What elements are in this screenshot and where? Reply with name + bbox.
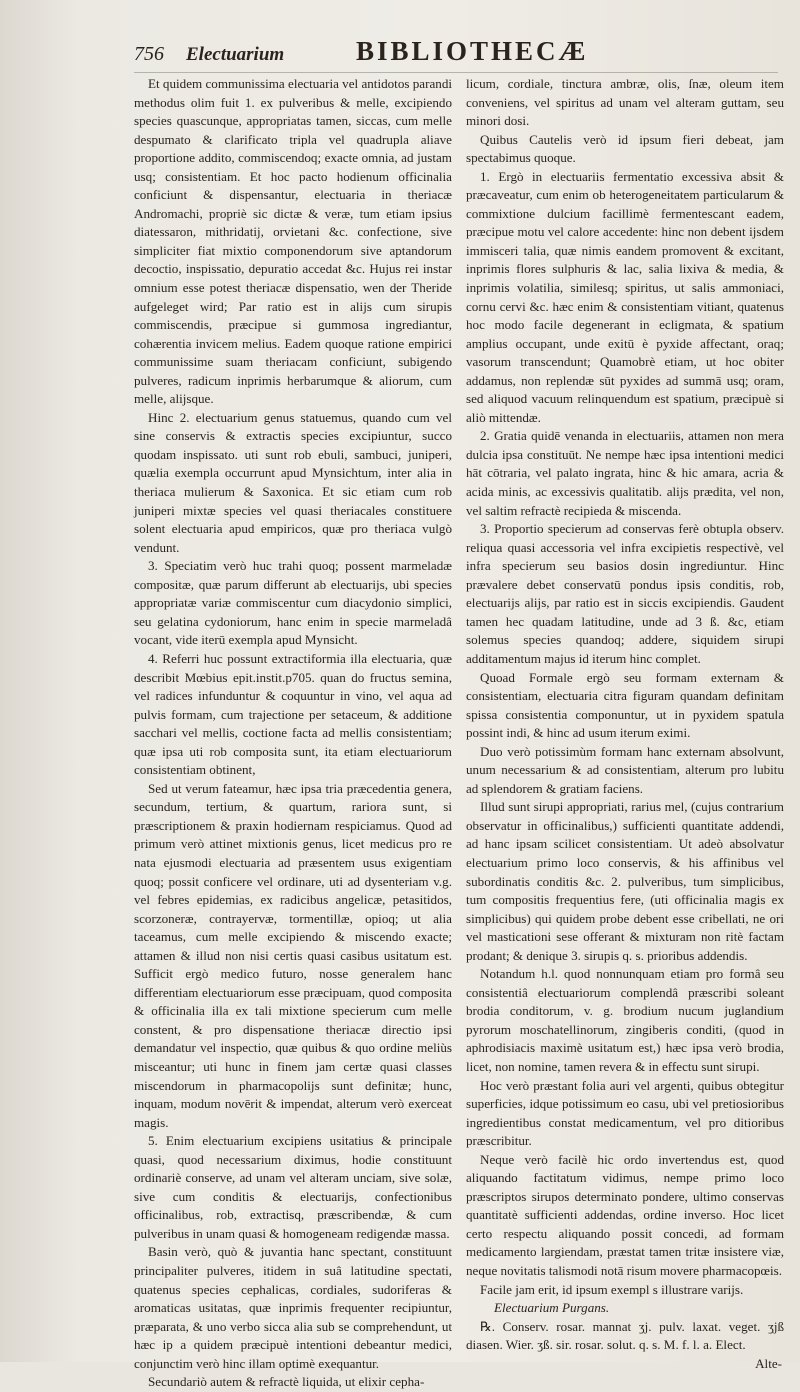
paragraph: Hinc 2. electuarium genus statuemus, quando cum vel sine conservis & extractis species excipiuntur, succo quodam inspissato. uti sunt rob ebuli, sambuci, juniperi, quælia exempla occurrunt apud Mynsichtum, inter alia in theriaca mulierum & Saxonica. Et sic etiam cum rob juniperi mixtæ species vel quasi theriacales constituere solent electuaria apud empiricos, quæ pro theriaca vulgò vendunt. <box>134 409 452 555</box>
paragraph: 3. Speciatim verò huc trahi quoq; possent marmeladæ compositæ, quæ parum differunt ab electuarijs, ubi species appropriatæ variæ commiscentur cum diacydonio simplici, seu gelatina cydoniorum, hanc enim in specie marmeladâ vocant, vide iterū exempla apud Mynsicht. <box>134 558 452 648</box>
paragraph: Hoc verò præstant folia auri vel argenti, quibus obtegitur superficies, idque potissimum eo casu, ubi vel pretiosioribus ingredientibus constat medicamentum, vel pro ditioribus præscribitur. <box>466 1077 784 1149</box>
paragraph: Notandum h.l. quod nonnunquam etiam pro formâ seu consistentiâ electuariorum complendâ præscribi soleant brodia conditorum, v. g. brodium nucum juglandium pyrorum moschatellinorum, zingiberis conditi, (quod in aphrodisiacis maximè usitatum est,) hæc ipsa verò brodia, licet, non nomine, tamen revera & in effectu sunt sirupi. <box>466 966 784 1074</box>
running-title: Electuarium <box>186 44 285 65</box>
paragraph: Duo verò potissimùm formam hanc externam absolvunt, unum necessarium & ad consistentiam, alterum pro lubitu ad splendorem & gratiam faciens. <box>466 743 784 796</box>
paragraph: 1. Ergò in electuariis fermentatio excessiva absit & præcaveatur, cum enim ob heterogeneitatem particularum & commixtione dulcium facillimè fermentescant eadem, præcipue motu vel calore accedente: hinc non debent ijsdem immisceri talia, quæ nimis eandem promovent & excitant, inprimis flores sulphuris & lac, salia lixiva & media, & inprimis volatilia, similesq; spiritus, ut salis ammoniaci, cornu cervi &c. hæc enim & consistentiam vitiant, quatenus hoc modo facile degenerant in ecligmata, & spatium amplius occupant, unde exitū è pyxide affectant, oraq; vasorum transcendunt; Quamobrè etiam, ut hoc obiter addamus, non replendæ sūt pyxides ad summā usq; oram, sed aliquod vacuum relinquendum est spatium, præcipuè si aliò mittendæ. <box>466 168 784 425</box>
paragraph: 4. Referri huc possunt extractiformia illa electuaria, quæ describit Mœbius epit.instit.p705. quan do fructus semina, vel radices infunduntur & coquuntur in vino, vel aqua ad pulvis formam, cum trajectione per setaceum, & additione sacchari vel mellis, coctione facta ad mellis consistentiam; quæ ipsa uti rob composita sunt, ita etiam electuariorum consistentiam obtinent, <box>134 650 452 778</box>
paragraph: Facile jam erit, id ipsum exempl s illustrare varijs. <box>480 1281 744 1297</box>
paragraph: Illud sunt sirupi appropriati, rarius mel, (cujus contrarium observatur in officinalibus,) sufficienti quantitate addendi, ad hanc ipsam scilicet consistentiam. Ut adeò absolvatur electuarium primo loco conservis, & his affinibus vel subordinatis conditis &c. 2. pulveribus, tum simplicibus, tum compositis frequentius fere, (uti officinalia magis ex simplicibus) qui quidem probe debent esse cribellati, ne ori vel masticationi sese offerant & mixturam non ritè factam prodant; & denique 3. sirupis q. s. prioribus addendis. <box>466 799 784 963</box>
right-column <box>466 75 784 1392</box>
paragraph: Secundariò autem & refractè liquida, ut elixir cepha- <box>148 1374 425 1390</box>
page-header <box>134 36 778 73</box>
paragraph: Quibus Cautelis verò id ipsum fieri debeat, jam spectabimus quoque. <box>466 131 784 166</box>
paragraph: 2. Gratia quidē venanda in electuariis, attamen non mera dulcia ipsa constituūt. Ne nempe hæc ipsa intentioni medici hāt cōtraria, vel palato ingrata, hinc & hic amara, acria & acida minis, ac excessivis qualitatib. alijs prædita, vel non, vel saltim refractè recipieda & miscenda. <box>466 428 784 518</box>
paragraph: Neque verò facilè hic ordo invertendus est, quod aliquando factitatum vidimus, nempe primo loco præscriptos sirupos determinato pondere, ultimo conservas quantitatè sufficienti addendas, ordine inverso. Hoc licet certo respectu aliquando possit concedi, ad formam medicamento largiendam, præstat tamen tritæ insistere viæ, neque novitatis talismodi notā risum movere pharmacopœis. <box>466 1151 784 1278</box>
library-title: BIBLIOTHECÆ <box>356 36 589 66</box>
recipe-heading: Electuarium Purgans. <box>494 1300 610 1316</box>
paragraph: Basin verò, quò & juvantia hanc spectant, constituunt principaliter pulveres, itidem in suâ latitudine spectati, quatenus species cephalicas, cordiales, sudoriferas & aromaticas usitatas, quæ inprimis frequenter recipiuntur, præparata, & uno verbo sicca alia sub se comprehendunt, ut hæc ip a quidem præcipuè intentioni debeantur medici, conjunctim verò hinc illam optimè exequantur. <box>134 1244 452 1371</box>
paragraph: Et quidem communissima electuaria vel antidotos parandi methodus olim fuit 1. ex pulveribus & melle, excipiendo species quascunque, appropriatas tamen, siccas, cum melle despumato & clarificato tripla vel quadrupla aliave proportione addito, commiscendoq; exacte omnia, ad justam usq; consistentiam. Et hoc pacto hodienum officinalia conficiunt & dispensantur, electuaria in theriacæ Andromachi, propriè sic dictæ & veræ, tum etiam ipsius diatessaron, mithridatij, orvietani &c. confectione, sive simpliciter fiat mixtio componendorum sive aptandorum decoctio, inspissatio, depuratio accedat &c. Hujus rei instar omnium esse potest theriacæ dispensatio, wen der Theride aufgeleget wird; Par ratio est in alijs cum sirupis commiscendis, præcipue si gummosa ingrediantur, cohærentia invicem melius. Eadem quoque ratione empirici communissime suam theriacam conficiunt, subigendo pulveres, radicum inprimis herbarumque & aliorum, cum melle, alijsque. <box>134 76 452 407</box>
paragraph: 5. Enim electuarium excipiens usitatius & principale quasi, quod necessarium diximus, hodie constituunt ordinariè conserve, ad unam vel alteram unciam, sive solæ, sive cum conditis & electuarijs, confectionibus officinalibus, rob, extractisq, præscribendæ, & cum pulveribus in unam quasi & homogeneam redigendæ massa. <box>134 1133 452 1241</box>
paragraph: Quoad Formale ergò seu formam externam & consistentiam, electuaria citra figuram quandam definitam spissa consistentia componuntur, ut in pyxidem spatula possint indi, & hinc ad usum iterum eximi. <box>466 669 784 741</box>
page-number: 756 <box>134 43 164 65</box>
paragraph: Sed ut verum fateamur, hæc ipsa tria præcedentia genera, secundum, tertium, & quartum, rariora sunt, si præscriptionem & praxin hodiernam respiciamus. Quod ad primum verò attinet mixtionis genus, licet medicus pro re nata ejusmodi electuaria ad præsentem usus exigentiam quoq; possit conficere vel ordinare, uti ad dysenteriam v.g. vel febres epidemias, ex radicibus angelicæ, petasitidos, scorzoneræ, contrayervæ, tormentillæ, opioq; ut alia taceamus, cum melle excipiendo & miscendo exacte; attamen & illud non nisi certis quasi casibus usitatum est. Sufficit ergò medico futuro, nosse generalem hanc differentiam electuariorum esse præcipuam, quod composita & officinalia illa ex tali mixtione specierum cum melle constent, & pro dispensatione theriacæ directio ipsi demandatur vel inspectio, quæ quibus & quo ordine meliùs misceantur; uti hunc in finem jam certæ quasi classes miscendorum in pharmacopolijs sunt definitæ; hunc, inquam, modum novērit & impendat, alterum verò exerceat magis. <box>134 780 452 1130</box>
catchword: Alte- <box>755 1355 782 1371</box>
text-columns <box>134 75 784 1392</box>
left-column <box>134 75 452 1392</box>
recipe: ℞. Conserv. rosar. mannat ʒj. pulv. laxat. veget. ʒjß diasen. Wier. ʒß. sir. rosar. solut. q. s. M. f. l. a. Elect. <box>466 1318 784 1353</box>
paragraph: licum, cordiale, tinctura ambræ, olis, ſnæ, oleum item conveniens, vel spiritus ad unam vel alteram guttam, seu minori dosi. <box>466 76 784 129</box>
paragraph: 3. Proportio specierum ad conservas ferè obtupla observ. reliqua quasi accessoria vel infra excipietis respectivè, vel infra specierum seu basios dosin ingrediuntur. Hinc prævalere debet conservatū pondus ipsis conditis, rob, electuarijs alijs, par ratio est in siccis excipiendis. Gaudent tamen hec quadam latitudine, unde ad 3 ß. &c, etiam solemus species quandoq; addere, siquidem sirupi additamentum majus id iterum hinc complet. <box>466 521 784 666</box>
